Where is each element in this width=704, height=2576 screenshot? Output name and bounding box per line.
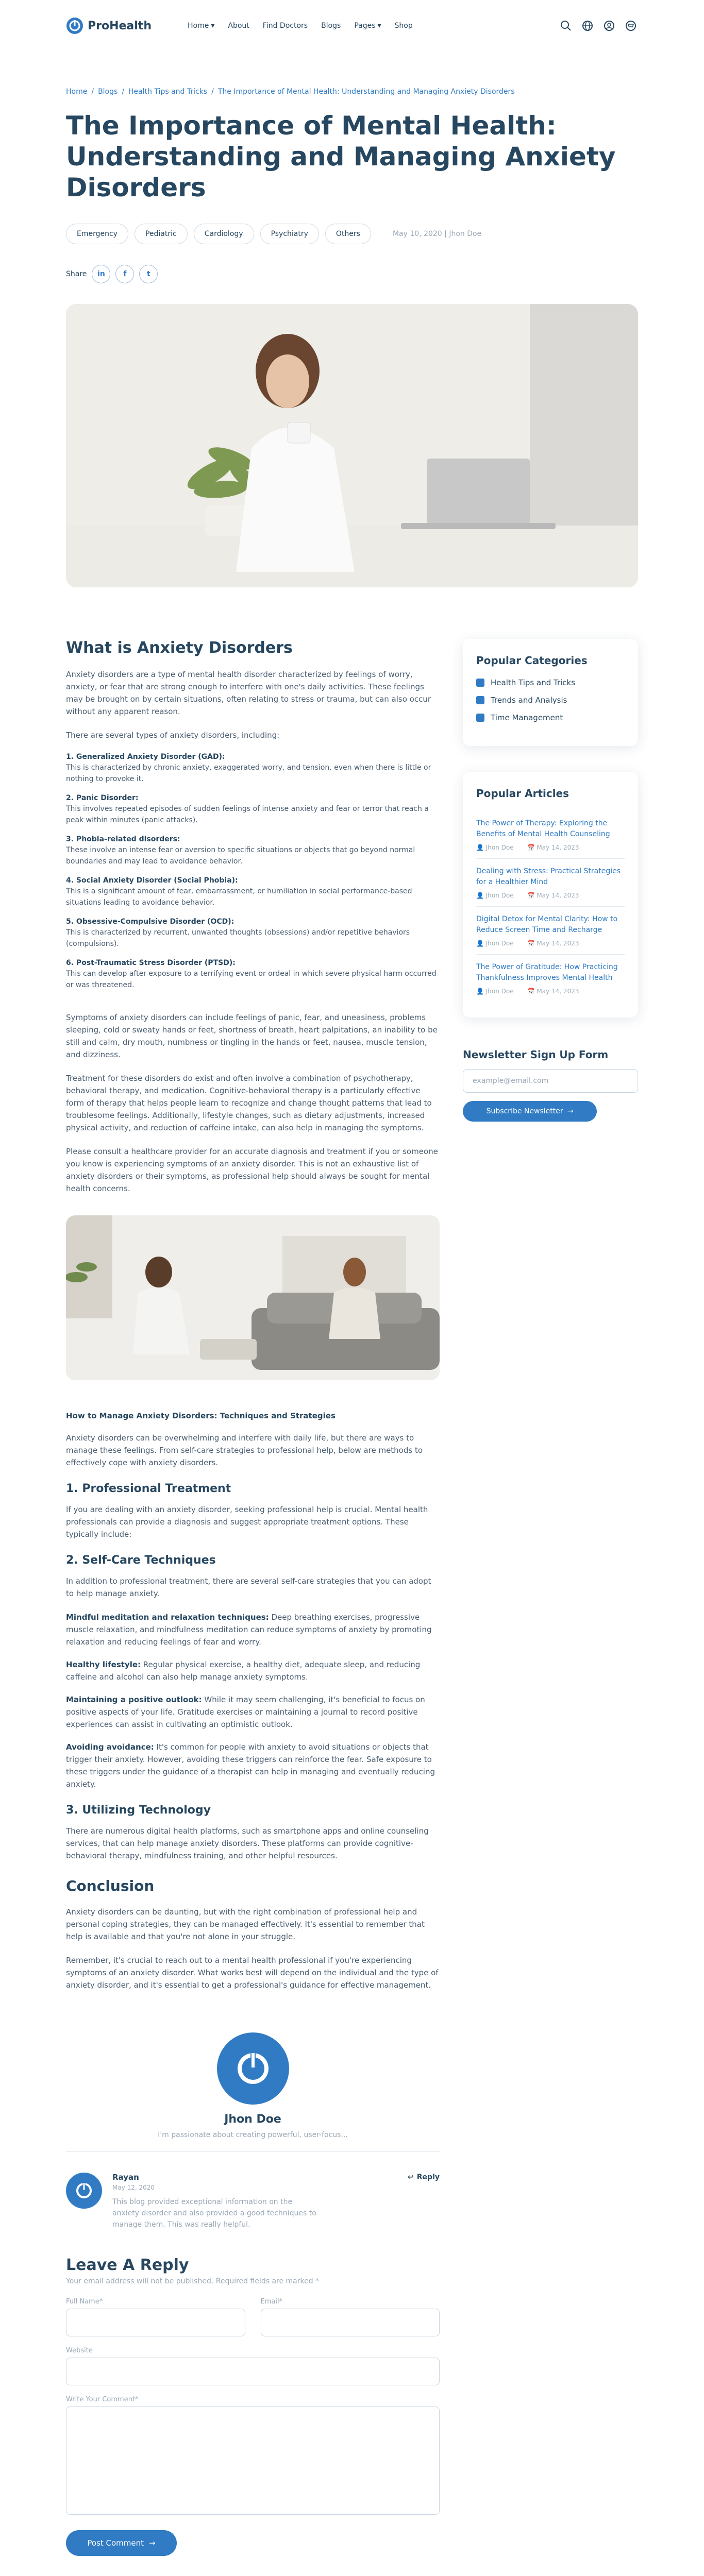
list-item: 4. Social Anxiety Disorder (Social Phobia): This is a significant amount of fear, embarrassment, or humiliation in social performance-based situations leading to avoidance behavior. bbox=[66, 876, 412, 907]
post-meta: May 10, 2020 | Jhon Doe bbox=[392, 230, 482, 238]
author-name: Jhon Doe bbox=[224, 2113, 281, 2126]
tag-pediatric[interactable]: Pediatric bbox=[135, 224, 188, 244]
tag-psychiatry[interactable]: Psychiatry bbox=[260, 224, 319, 244]
square-icon bbox=[476, 679, 484, 687]
list-item[interactable]: Digital Detox for Mental Clarity: How to Reduce Screen Time and Recharge 👤 Jhon Doe 📅 May 14, 2023 bbox=[476, 907, 625, 955]
arrow-right-icon: → bbox=[567, 1107, 574, 1115]
section-heading: How to Manage Anxiety Disorders: Techniques and Strategies bbox=[66, 1411, 336, 1420]
email-field[interactable] bbox=[261, 2309, 440, 2336]
nav-shop[interactable]: Shop bbox=[394, 22, 413, 30]
reply-button[interactable]: ↩ Reply bbox=[408, 2173, 440, 2181]
post-comment-button[interactable]: Post Comment → bbox=[66, 2530, 177, 2556]
article-body bbox=[66, 639, 440, 2556]
sidebar bbox=[463, 639, 638, 2556]
cart-icon[interactable] bbox=[624, 19, 638, 33]
nav-home[interactable]: Home ▾ bbox=[188, 22, 215, 30]
breadcrumb-category[interactable]: Health Tips and Tricks bbox=[128, 88, 208, 96]
article-paragraph: There are numerous digital health platforms, such as smartphone apps and online counseling services, that can help manage anxiety disorders. These platforms can provide cognitive-behavioral therapy, mindfulness training, and other helpful resources. bbox=[66, 1826, 429, 1860]
nav-find-doctors[interactable]: Find Doctors bbox=[262, 22, 308, 30]
user-icon: 👤 bbox=[476, 988, 486, 995]
breadcrumb: Home / Blogs / Health Tips and Tricks / The Importance of Mental Health: Understanding and Managing Anxiety Disorders bbox=[66, 88, 515, 96]
breadcrumb-blogs[interactable]: Blogs bbox=[98, 88, 118, 96]
article-paragraph: Treatment for these disorders do exist and often involve a combination of psychotherapy, behavioral therapy, and medication. Cognitive-behavioral therapy is a particularly effective form of therapy that helps people learn to recognize and change thought patterns that lead to troublesome feelings. Additionally, lifestyle changes, such as dietary adjustments, increased physical activity, and reduction of caffeine intake, can also help in managing the symptoms. bbox=[66, 1074, 432, 1132]
logo-text: ProHealth bbox=[88, 19, 152, 32]
subscribe-button[interactable]: Subscribe Newsletter → bbox=[463, 1101, 597, 1122]
list-item[interactable]: Dealing with Stress: Practical Strategies for a Healthier Mind 👤 Jhon Doe 📅 May 14, 2023 bbox=[476, 859, 625, 907]
breadcrumb-home[interactable]: Home bbox=[66, 88, 88, 96]
author-box bbox=[66, 2032, 440, 2152]
name-label: Full Name* bbox=[66, 2298, 103, 2306]
comment-textarea[interactable] bbox=[66, 2406, 440, 2515]
technique-item: Healthy lifestyle: Regular physical exercise, a healthy diet, adequate sleep, and reducing caffeine and alcohol can also help manage anxiety symptoms. bbox=[66, 1660, 421, 1682]
author-avatar bbox=[217, 2032, 289, 2105]
globe-icon[interactable] bbox=[580, 19, 595, 33]
article-paragraph: If you are dealing with an anxiety disorder, seeking professional help is crucial. Mental health professionals can provide a diagnosis and suggest appropriate treatment options. These typically include: bbox=[66, 1505, 428, 1539]
article-paragraph: In addition to professional treatment, there are several self-care strategies that you can adopt to help manage anxiety. bbox=[66, 1577, 431, 1598]
article-paragraph: Symptoms of anxiety disorders can include feelings of panic, fear, and uneasiness, problems sleeping, cold or sweaty hands or feet, shortness of breath, heart palpitations, an inability to be still and calm, dry mouth, numbness or tingling in the hands or feet, nausea, muscle tension, and dizziness. bbox=[66, 1013, 438, 1059]
comment-text: This blog provided exceptional information on the anxiety disorder and also provided a good techniques to manage them. This was really helpful. bbox=[112, 2198, 316, 2229]
calendar-icon: 📅 bbox=[527, 892, 537, 899]
search-icon[interactable] bbox=[559, 19, 573, 33]
category-item[interactable]: Time Management bbox=[476, 713, 625, 722]
comment-label: Write Your Comment* bbox=[66, 2396, 139, 2403]
reply-icon: ↩ bbox=[408, 2173, 414, 2181]
popular-articles bbox=[463, 772, 638, 1018]
article-paragraph: Anxiety disorders can be daunting, but with the right combination of professional help and personal coping strategies, they can be managed effectively. It's essential to remember that help is available and that you're not alone in your struggle. bbox=[66, 1907, 425, 1941]
comment bbox=[66, 2173, 440, 2230]
article-paragraph: There are several types of anxiety disorders, including: bbox=[66, 731, 280, 740]
author-bio: I'm passionate about creating powerful, user-focus... bbox=[66, 2131, 440, 2152]
power-logo-icon bbox=[232, 2048, 274, 2089]
category-item[interactable]: Trends and Analysis bbox=[476, 696, 625, 705]
nav-pages[interactable]: Pages ▾ bbox=[354, 22, 381, 30]
name-field[interactable] bbox=[66, 2309, 245, 2336]
twitter-icon[interactable]: t bbox=[139, 265, 158, 283]
article-paragraph: Anxiety disorders can be overwhelming and interfere with daily life, but there are ways to manage these feelings. From self-care strategies to professional help, below are methods to effectively cope with anxiety disorders. bbox=[66, 1433, 423, 1467]
logo-icon bbox=[66, 17, 83, 35]
calendar-icon: 📅 bbox=[527, 988, 537, 995]
section-heading: 3. Utilizing Technology bbox=[66, 1804, 211, 1817]
articles-title: Popular Articles bbox=[476, 787, 569, 800]
calendar-icon: 📅 bbox=[527, 940, 537, 947]
power-logo-icon bbox=[74, 2180, 94, 2201]
facebook-icon[interactable]: f bbox=[115, 265, 134, 283]
hero-image bbox=[66, 304, 638, 587]
share-bar bbox=[66, 265, 638, 283]
article-heading: What is Anxiety Disorders bbox=[66, 639, 293, 657]
linkedin-icon[interactable]: in bbox=[92, 265, 110, 283]
arrow-right-icon: → bbox=[149, 2538, 156, 2548]
breadcrumb-current: The Importance of Mental Health: Understanding and Managing Anxiety Disorders bbox=[217, 88, 515, 96]
user-icon: 👤 bbox=[476, 892, 486, 899]
user-icon[interactable] bbox=[602, 19, 616, 33]
calendar-icon: 📅 bbox=[527, 844, 537, 851]
commenter-avatar bbox=[66, 2173, 102, 2209]
main-nav bbox=[188, 22, 559, 30]
site-header bbox=[0, 0, 704, 52]
tag-others[interactable]: Others bbox=[325, 224, 371, 244]
tag-list bbox=[66, 224, 638, 244]
user-icon: 👤 bbox=[476, 940, 486, 947]
category-item[interactable]: Health Tips and Tricks bbox=[476, 678, 625, 687]
list-item: 1. Generalized Anxiety Disorder (GAD): This is characterized by chronic anxiety, exaggerated worry, and tension, even when there is little or nothing to provoke it. bbox=[66, 753, 431, 783]
section-heading: 2. Self-Care Techniques bbox=[66, 1554, 216, 1567]
reply-form bbox=[66, 2256, 440, 2556]
nav-blogs[interactable]: Blogs bbox=[321, 22, 341, 30]
website-label: Website bbox=[66, 2347, 93, 2354]
chevron-down-icon: ▾ bbox=[211, 22, 215, 30]
newsletter-email-input[interactable]: example@email.com bbox=[463, 1069, 638, 1093]
anxiety-types-list bbox=[66, 753, 440, 991]
list-item: 6. Post-Traumatic Stress Disorder (PTSD): This can develop after exposure to a terrifying event or ordeal in which severe physical harm occurred or was threatened. bbox=[66, 959, 437, 989]
share-label: Share bbox=[66, 270, 87, 278]
newsletter-title: Newsletter Sign Up Form bbox=[463, 1048, 609, 1061]
list-item[interactable]: The Power of Gratitude: How Practicing Thankfulness Improves Mental Health 👤 Jhon Doe 📅 May 14, 2023 bbox=[476, 963, 618, 995]
user-icon: 👤 bbox=[476, 844, 486, 851]
technique-item: Mindful meditation and relaxation techniques: Deep breathing exercises, progressive muscle relaxation, and mindfulness meditation can reduce symptoms of anxiety by promoting relaxation and reducing feelings of fear and worry. bbox=[66, 1613, 432, 1647]
tag-cardiology[interactable]: Cardiology bbox=[194, 224, 254, 244]
technique-item: Avoiding avoidance: It's common for people with anxiety to avoid situations or objects that trigger their anxiety. However, avoiding these triggers can reinforce the fear. Safe exposure to these triggers under the guidance of a therapist can help in managing and eventually reducing anxiety. bbox=[66, 1742, 435, 1789]
site-logo[interactable] bbox=[66, 17, 152, 35]
list-item: 2. Panic Disorder: This involves repeated episodes of sudden feelings of intense anxiety and fear or terror that reach a peak within minutes (panic attacks). bbox=[66, 794, 429, 824]
tag-emergency[interactable]: Emergency bbox=[66, 224, 128, 244]
article-paragraph: Anxiety disorders are a type of mental health disorder characterized by feelings of worry, anxiety, or fear that are strong enough to interfere with one's daily activities. These feelings may be brought on by certain situations, often relating to stress or trauma, but can also occur without any apparent reason. bbox=[66, 670, 431, 716]
article-paragraph: Remember, it's crucial to reach out to a mental health professional if you're experiencing symptoms of an anxiety disorder. What works best will depend on the individual and the type of anxiety disorder, and it's essential to get a professional's guidance for effective management. bbox=[66, 1956, 439, 1990]
page-title: The Importance of Mental Health: Understanding and Managing Anxiety Disorders bbox=[66, 111, 616, 202]
reply-note: Your email address will not be published. Required fields are marked * bbox=[66, 2277, 320, 2285]
therapy-image bbox=[66, 1215, 440, 1380]
email-label: Email* bbox=[260, 2298, 283, 2306]
square-icon bbox=[476, 696, 484, 704]
categories-title: Popular Categories bbox=[476, 654, 588, 667]
list-item: 5. Obsessive-Compulsive Disorder (OCD): This is characterized by recurrent, unwanted thoughts (obsessions) and/or repetitive behaviors (compulsions). bbox=[66, 918, 410, 948]
conclusion-heading: Conclusion bbox=[66, 1877, 155, 1894]
list-item[interactable]: The Power of Therapy: Exploring the Benefits of Mental Health Counseling 👤 Jhon Doe 📅 May 14, 2023 bbox=[476, 811, 625, 859]
list-item: 3. Phobia-related disorders: These involve an intense fear or aversion to specific situations or objects that go beyond normal boundaries and may lead to avoidance behavior. bbox=[66, 835, 415, 866]
square-icon bbox=[476, 714, 484, 722]
article-paragraph: Please consult a healthcare provider for an accurate diagnosis and treatment if you or someone you know is experiencing symptoms of an anxiety disorder. This is not an exhaustive list of anxiety disorders or their symptoms, as professional help should always be sought for mental health concerns. bbox=[66, 1147, 438, 1193]
chevron-down-icon: ▾ bbox=[377, 22, 381, 30]
commenter-name: Rayan bbox=[112, 2173, 139, 2182]
technique-item: Maintaining a positive outlook: While it may seem challenging, it's beneficial to focus on positive aspects of your life. Gratitude exercises or maintaining a journal to record positive experiences can assist in cultivating an optimistic outlook. bbox=[66, 1695, 425, 1729]
comment-date: May 12, 2020 bbox=[112, 2184, 155, 2191]
website-field[interactable] bbox=[66, 2358, 440, 2385]
section-heading: 1. Professional Treatment bbox=[66, 1482, 231, 1495]
nav-about[interactable]: About bbox=[228, 22, 249, 30]
popular-categories bbox=[463, 639, 638, 746]
reply-title: Leave A Reply bbox=[66, 2256, 189, 2274]
